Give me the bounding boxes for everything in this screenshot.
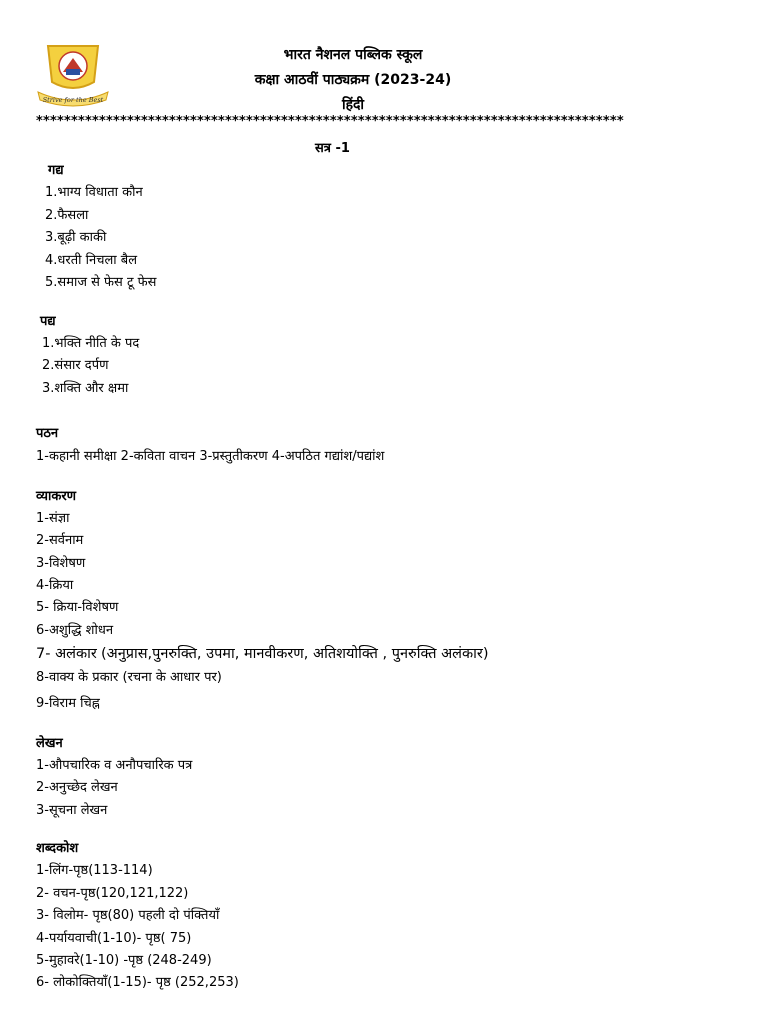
shabdkosh-heading: शब्दकोश bbox=[36, 841, 79, 856]
alankar-detail: (अनुप्रास,पुनरुक्ति, उपमा, मानवीकरण, अतिशयोक्ति , पुनरुक्ति अलंकार) bbox=[100, 646, 489, 662]
shabdkosh-item: 2- वचन-पृष्ठ(120,121,122) bbox=[36, 886, 189, 901]
vyakaran-item: 4-क्रिया bbox=[36, 578, 74, 593]
shabdkosh-item: 5-मुहावरे(1-10) -पृष्ठ (248-249) bbox=[36, 953, 212, 968]
class-syllabus-title: कक्षा आठवीं पाठ्यक्रम (2023-24) bbox=[254, 72, 452, 88]
gadya-item: 5.समाज से फेस टू फेस bbox=[45, 275, 157, 290]
gadya-item: 2.फैसला bbox=[45, 208, 89, 223]
pathan-line: 1-कहानी समीक्षा 2-कविता वाचन 3-प्रस्तुतीकरण 4-अपठित गद्यांश/पद्यांश bbox=[36, 449, 385, 464]
school-name: भारत नैशनल पब्लिक स्कूल bbox=[283, 47, 423, 63]
vyakaran-item: 3-विशेषण bbox=[36, 556, 86, 571]
vyakaran-item: 6-अशुद्धि शोधन bbox=[36, 623, 114, 638]
gadya-item: 3.बूढ़ी काकी bbox=[45, 230, 107, 245]
gadya-item: 1.भाग्य विधाता कौन bbox=[45, 185, 143, 200]
vyakaran-item: 1-संज्ञा bbox=[36, 511, 70, 526]
shabdkosh-item: 3- विलोम- पृष्ठ(80) पहली दो पंक्तियाँ bbox=[36, 908, 220, 923]
vyakaran-item: 2-सर्वनाम bbox=[36, 533, 84, 548]
shabdkosh-item: 1-लिंग-पृष्ठ(113-114) bbox=[36, 863, 153, 878]
term-heading: सत्र -1 bbox=[315, 141, 350, 156]
padya-item: 2.संसार दर्पण bbox=[42, 358, 109, 373]
lekhan-item: 1-औपचारिक व अनौपचारिक पत्र bbox=[36, 758, 193, 773]
alankar-label: 7- अलंकार bbox=[36, 646, 97, 662]
lekhan-item: 2-अनुच्छेद लेखन bbox=[36, 780, 118, 795]
shabdkosh-item: 6- लोकोक्तियाँ(1-15)- पृष्ठ (252,253) bbox=[36, 975, 239, 990]
padya-item: 3.शक्ति और क्षमा bbox=[42, 381, 129, 396]
vyakaran-heading: व्याकरण bbox=[36, 489, 77, 504]
logo-motto: Strive for the Best bbox=[42, 96, 104, 104]
shabdkosh-item: 4-पर्यायवाची(1-10)- पृष्ठ( 75) bbox=[36, 931, 192, 946]
separator-stars: ************************************************************************************ bbox=[36, 114, 624, 129]
gadya-heading: गद्य bbox=[48, 163, 64, 178]
lekhan-item: 3-सूचना लेखन bbox=[36, 803, 108, 818]
vyakaran-item: 5- क्रिया-विशेषण bbox=[36, 600, 119, 615]
lekhan-heading: लेखन bbox=[36, 736, 63, 751]
padya-heading: पद्य bbox=[40, 314, 56, 329]
pathan-heading: पठन bbox=[36, 426, 59, 441]
subject-title: हिंदी bbox=[341, 97, 365, 113]
padya-item: 1.भक्ति नीति के पद bbox=[42, 336, 140, 351]
vyakaran-item-alankar bbox=[36, 643, 489, 663]
vyakaran-item: 9-विराम चिह्न bbox=[36, 696, 100, 711]
vyakaran-item: 8-वाक्य के प्रकार (रचना के आधार पर) bbox=[36, 670, 222, 685]
gadya-item: 4.धरती निचला बैल bbox=[45, 253, 138, 268]
